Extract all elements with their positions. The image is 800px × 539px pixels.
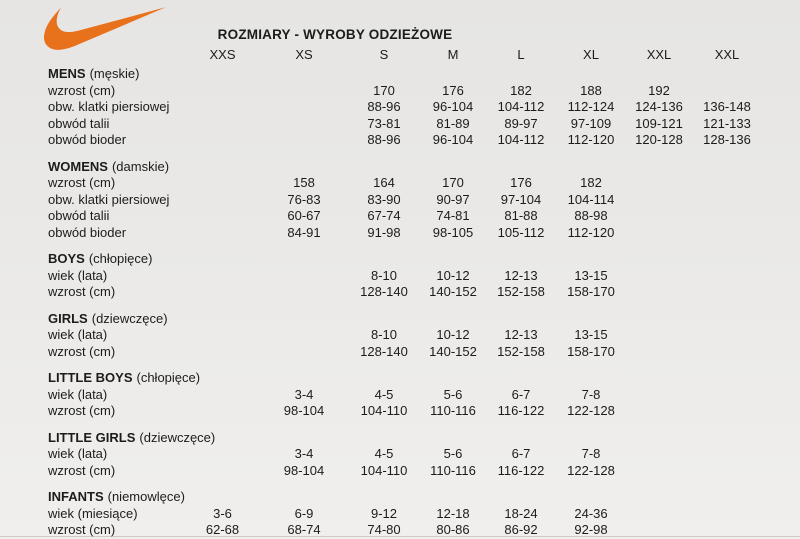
row-label: wzrost (cm) (48, 462, 116, 478)
section-heading (48, 370, 800, 387)
section-subtitle: (dziewczęce) (139, 429, 216, 445)
size-cell: 81-89 (436, 115, 470, 131)
size-cell: 110-116 (430, 462, 476, 478)
size-cell: 176 (510, 175, 532, 191)
size-cell: 158 (293, 175, 315, 191)
size-cell: 128-136 (703, 132, 751, 148)
table-row (48, 403, 800, 420)
row-label: obw. klatki piersiowej (48, 99, 170, 115)
size-cell: 10-12 (436, 267, 470, 283)
section-subtitle: (męskie) (89, 66, 140, 82)
size-cell: 124-136 (635, 99, 683, 115)
size-cell: 60-67 (287, 208, 321, 224)
size-cell: 92-98 (574, 522, 608, 538)
size-cell: 98-104 (283, 462, 325, 478)
row-label: obwód talii (48, 208, 110, 224)
size-cell: 6-7 (511, 386, 531, 402)
table-row (48, 208, 800, 225)
section-name: INFANTS (48, 489, 104, 505)
size-cell: 3-4 (294, 446, 314, 462)
size-cell: 158-170 (567, 343, 615, 359)
size-cell: 5-6 (443, 386, 463, 402)
column-header-xl: XL (583, 46, 599, 62)
page-title: ROZMIARY - WYROBY ODZIEŻOWE (217, 27, 453, 42)
size-cell: 62-68 (205, 522, 240, 538)
section-subtitle: (chłopięce) (136, 370, 201, 386)
size-cell: 90-97 (436, 191, 470, 207)
section-heading (48, 66, 800, 83)
row-label: wiek (lata) (48, 446, 108, 462)
size-cell: 3-4 (294, 386, 314, 402)
size-cell: 80-86 (436, 522, 470, 538)
section-heading (48, 158, 800, 175)
section-subtitle: (niemowlęce) (107, 489, 185, 505)
size-cell: 86-92 (504, 522, 538, 538)
row-label: obw. klatki piersiowej (48, 191, 170, 207)
size-cell: 91-98 (367, 224, 401, 240)
size-cell: 97-109 (570, 115, 612, 131)
section-subtitle: (chłopięce) (88, 251, 153, 267)
size-cell: 81-88 (504, 208, 538, 224)
size-cell: 158-170 (567, 284, 615, 300)
column-header-xs: XS (295, 46, 313, 62)
size-cell: 96-104 (432, 99, 474, 115)
table-row (48, 522, 800, 539)
size-cell: 83-90 (367, 191, 401, 207)
size-cell: 6-9 (294, 505, 314, 521)
size-cell: 182 (580, 175, 602, 191)
size-cell: 3-6 (213, 505, 232, 521)
row-label: obwód bioder (48, 132, 127, 148)
size-cell: 4-5 (374, 446, 394, 462)
size-cell: 164 (373, 175, 395, 191)
size-cell: 97-104 (500, 191, 542, 207)
table-row (48, 224, 800, 241)
row-label: wiek (lata) (48, 327, 108, 343)
size-cell: 13-15 (574, 327, 608, 343)
size-cell: 7-8 (581, 386, 601, 402)
size-cell: 76-83 (287, 191, 321, 207)
size-cell: 7-8 (581, 446, 601, 462)
size-cell: 170 (373, 82, 395, 98)
section-heading (48, 251, 800, 268)
row-label: wiek (lata) (48, 386, 108, 402)
size-cell: 13-15 (574, 267, 608, 283)
size-cell: 116-122 (497, 403, 545, 419)
row-label: obwód bioder (48, 224, 127, 240)
size-cell: 98-104 (283, 403, 325, 419)
size-cell: 112-124 (567, 99, 615, 115)
row-label: obwód talii (48, 115, 110, 131)
size-cell: 88-98 (574, 208, 608, 224)
section-heading (48, 310, 800, 327)
size-cell: 8-10 (370, 267, 398, 283)
size-cell: 140-152 (429, 284, 477, 300)
row-label: wzrost (cm) (48, 343, 116, 359)
section-womens (48, 158, 800, 241)
size-cell: 136-148 (703, 99, 751, 115)
size-cell: 8-10 (370, 327, 398, 343)
table-row (48, 327, 800, 344)
size-cell: 116-122 (497, 462, 545, 478)
size-cell: 9-12 (370, 505, 398, 521)
size-cell: 104-112 (497, 132, 545, 148)
size-cell: 24-36 (574, 505, 608, 521)
size-cell: 182 (510, 82, 532, 98)
size-cell: 170 (442, 175, 464, 191)
section-subtitle: (dziewczęce) (91, 310, 168, 326)
section-name: LITTLE GIRLS (48, 429, 136, 445)
size-table (0, 46, 800, 538)
size-cell: 5-6 (443, 446, 463, 462)
row-label: wzrost (cm) (48, 284, 116, 300)
size-cell: 140-152 (429, 343, 477, 359)
row-label: wiek (miesiące) (48, 505, 138, 521)
table-row (48, 82, 800, 99)
size-cell: 192 (648, 82, 670, 98)
table-row (48, 284, 800, 301)
table-row (48, 386, 800, 403)
size-cell: 104-112 (497, 99, 545, 115)
table-row (48, 462, 800, 479)
section-name: WOMENS (48, 158, 108, 174)
size-cell: 89-97 (504, 115, 538, 131)
size-cell: 120-128 (635, 132, 683, 148)
size-cell: 73-81 (367, 115, 401, 131)
size-cell: 74-80 (367, 522, 401, 538)
size-cell: 88-96 (367, 132, 401, 148)
size-cell: 4-5 (374, 386, 394, 402)
table-row (48, 132, 800, 149)
size-cell: 188 (580, 82, 602, 98)
size-cell: 152-158 (497, 284, 545, 300)
size-cell: 110-116 (430, 403, 476, 419)
size-cell: 152-158 (497, 343, 545, 359)
size-cell: 122-128 (567, 403, 615, 419)
table-row (48, 446, 800, 463)
size-cell: 128-140 (360, 343, 408, 359)
section-name: LITTLE BOYS (48, 370, 133, 386)
row-label: wiek (lata) (48, 267, 108, 283)
size-cell: 68-74 (287, 522, 321, 538)
size-cell: 105-112 (497, 224, 545, 240)
size-cell: 6-7 (511, 446, 531, 462)
size-cell: 18-24 (504, 505, 538, 521)
row-label: wzrost (cm) (48, 522, 116, 538)
table-row (48, 505, 800, 522)
section-little-boys (48, 370, 800, 420)
table-row (48, 175, 800, 192)
size-cell: 84-91 (287, 224, 321, 240)
section-name: MENS (48, 66, 86, 82)
section-name: GIRLS (48, 310, 88, 326)
size-cell: 176 (442, 82, 464, 98)
size-cell: 112-120 (567, 224, 615, 240)
size-cell: 104-114 (567, 191, 615, 207)
table-row (48, 115, 800, 132)
size-cell: 112-120 (567, 132, 615, 148)
column-header-xxl2: XXL (714, 46, 740, 62)
size-cell: 98-105 (432, 224, 474, 240)
size-cell: 104-110 (360, 462, 408, 478)
size-cell: 104-110 (360, 403, 408, 419)
column-header-xxs: XXS (209, 46, 236, 62)
section-name: BOYS (48, 251, 85, 267)
table-row (48, 191, 800, 208)
section-heading (48, 429, 800, 446)
nike-swoosh-icon (44, 5, 166, 52)
size-cell: 74-81 (436, 208, 470, 224)
table-row (48, 267, 800, 284)
size-cell: 67-74 (367, 208, 401, 224)
row-label: wzrost (cm) (48, 82, 116, 98)
table-row (48, 99, 800, 116)
size-cell: 122-128 (567, 462, 615, 478)
row-label: wzrost (cm) (48, 403, 116, 419)
section-girls (48, 310, 800, 360)
section-subtitle: (damskie) (111, 158, 170, 174)
size-table-body (48, 66, 800, 539)
size-cell: 109-121 (635, 115, 683, 131)
section-mens (48, 66, 800, 149)
section-heading (48, 489, 800, 506)
size-cell: 96-104 (432, 132, 474, 148)
column-header-xxl: XXL (646, 46, 672, 62)
section-little-girls (48, 429, 800, 479)
table-row (48, 343, 800, 360)
size-cell: 10-12 (436, 327, 470, 343)
size-cell: 12-18 (436, 505, 470, 521)
size-cell: 88-96 (367, 99, 401, 115)
section-infants (48, 489, 800, 539)
column-header-m: M (447, 46, 459, 62)
size-cell: 121-133 (703, 115, 751, 131)
size-cell: 128-140 (360, 284, 408, 300)
size-cell: 12-13 (504, 267, 538, 283)
row-label: wzrost (cm) (48, 175, 116, 191)
column-header-l: L (517, 46, 525, 62)
section-boys (48, 251, 800, 301)
size-cell: 12-13 (504, 327, 538, 343)
column-header-s: S (379, 46, 389, 62)
